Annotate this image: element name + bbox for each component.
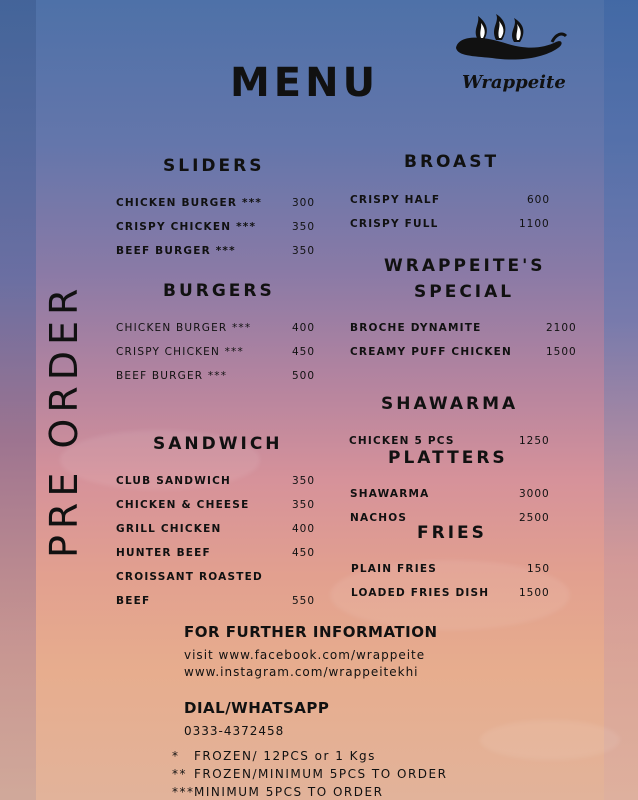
menu-item-name: CHICKEN BURGER *** (116, 322, 252, 334)
menu-item-name: NACHOS (350, 512, 408, 524)
menu-item-price: 3000 (519, 488, 550, 500)
menu-item-name: CLUB SANDWICH (116, 475, 231, 487)
menu-item-name: BEEF BURGER *** (116, 245, 236, 257)
note-mark: * (172, 749, 180, 763)
section-heading-burgers: BURGERS (163, 281, 275, 301)
menu-item-name: SHAWARMA (350, 488, 430, 500)
section-heading-broast: BROAST (404, 152, 500, 172)
menu-item-name: PLAIN FRIES (351, 563, 437, 575)
section-heading-sliders: SLIDERS (163, 156, 265, 176)
menu-item-price: 400 (292, 322, 316, 334)
menu-item-name: CHICKEN 5 PCS (349, 435, 455, 447)
menu-item-name: CHICKEN & CHEESE (116, 499, 250, 511)
dial-heading: DIAL/WHATSAPP (184, 699, 330, 717)
menu-item-name: CRISPY HALF (350, 194, 441, 206)
left-blur-edge (0, 0, 36, 800)
menu-item-price: 300 (292, 197, 316, 209)
info-heading: FOR FURTHER INFORMATION (184, 623, 438, 641)
instagram-link[interactable]: www.instagram.com/wrappeitekhi (184, 665, 419, 679)
phone-number[interactable]: 0333-4372458 (184, 724, 285, 738)
section-heading-platters: PLATTERS (388, 448, 508, 468)
menu-item-name: HUNTER BEEF (116, 547, 211, 559)
menu-item-price: 350 (292, 475, 316, 487)
section-heading-special-line2: SPECIAL (414, 282, 515, 302)
menu-item-price: 350 (292, 499, 316, 511)
note-mark: *** (172, 785, 195, 799)
menu-item-price: 500 (292, 370, 316, 382)
menu-item-name: CRISPY FULL (350, 218, 439, 230)
brand-logo (448, 14, 568, 104)
menu-item-name: CHICKEN BURGER *** (116, 197, 263, 209)
menu-item-price: 2100 (546, 322, 577, 334)
menu-item-price: 450 (292, 547, 316, 559)
menu-item-price: 1500 (519, 587, 550, 599)
facebook-link[interactable]: visit www.facebook.com/wrappeite (184, 648, 426, 662)
section-heading-fries: FRIES (417, 523, 487, 543)
cloud-decoration (480, 720, 620, 760)
menu-item-price: 1100 (519, 218, 550, 230)
menu-item-price: 2500 (519, 512, 550, 524)
note-mark: ** (172, 767, 187, 781)
menu-item-price: 350 (292, 245, 316, 257)
menu-item-name: CRISPY CHICKEN *** (116, 346, 244, 358)
note-text: FROZEN/ 12PCS or 1 Kgs (194, 749, 376, 763)
menu-item-price: 600 (527, 194, 551, 206)
menu-item-price: 450 (292, 346, 316, 358)
menu-item-price: 400 (292, 523, 316, 535)
page-title: MENU (230, 60, 380, 106)
menu-item-name: BEEF BURGER *** (116, 370, 228, 382)
menu-item-name: GRILL CHICKEN (116, 523, 222, 535)
section-heading-special: WRAPPEITE'S (384, 256, 546, 276)
side-label: PRE ORDER (42, 282, 86, 558)
right-blur-edge (604, 0, 638, 800)
menu-item-name: BROCHE DYNAMITE (350, 322, 482, 334)
chili-flame-icon (448, 14, 568, 74)
menu-item-price: 550 (292, 595, 316, 607)
brand-name: Wrappeite (462, 72, 566, 93)
menu-item-name: CREAMY PUFF CHICKEN (350, 346, 513, 358)
menu-item-name: LOADED FRIES DISH (351, 587, 490, 599)
menu-item-price: 1500 (546, 346, 577, 358)
section-heading-shawarma: SHAWARMA (381, 394, 519, 414)
note-text: MINIMUM 5PCS TO ORDER (194, 785, 384, 799)
note-text: FROZEN/MINIMUM 5PCS TO ORDER (194, 767, 448, 781)
menu-item-name: CROISSANT ROASTED (116, 571, 263, 583)
menu-item-price: 150 (527, 563, 551, 575)
menu-item-price: 350 (292, 221, 316, 233)
menu-item-name: BEEF (116, 595, 151, 607)
section-heading-sandwich: SANDWICH (153, 434, 283, 454)
menu-item-price: 1250 (519, 435, 550, 447)
menu-item-name: CRISPY CHICKEN *** (116, 221, 257, 233)
